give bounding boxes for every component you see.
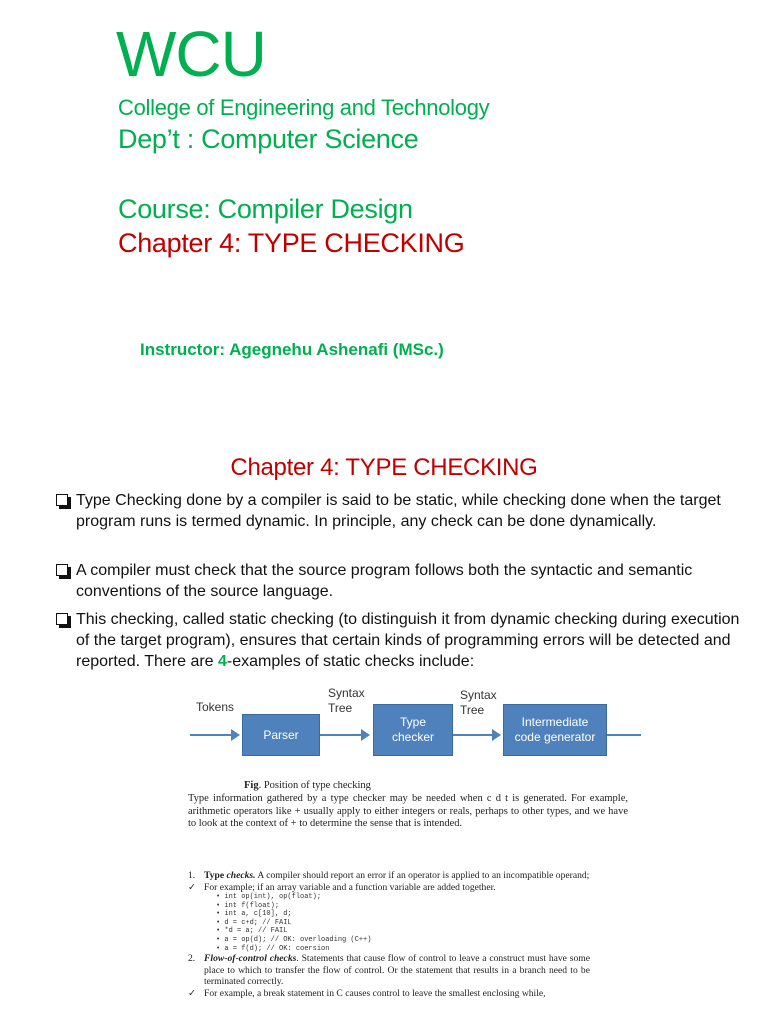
bullet-item [56, 490, 756, 532]
code-line: • *d = a; // FAIL [216, 927, 590, 936]
chapter-title: Chapter 4: TYPE CHECKING [118, 228, 465, 258]
item-number: 2. [188, 953, 196, 965]
figure-paragraph: Type information gathered by a type checker may be needed when c d t is generated. For example, arithmetic operators like + usually apply to either integers or reals, perhaps to other types, and we have to look at the context of + to determine the sense that is intended. [188, 793, 628, 829]
checkbox-bullet-icon [56, 564, 68, 576]
item-number: 1. [188, 870, 196, 881]
arrow-icon [453, 734, 499, 736]
example-item [188, 988, 590, 1000]
bullet-text [56, 609, 756, 672]
list-item [188, 870, 590, 882]
department-name: Dep’t : Computer Science [118, 124, 419, 154]
syntax-tree-label: Syntax Tree [460, 688, 497, 717]
example-text: For example; if an array variable and a function variable are added together. [204, 881, 496, 893]
item-title-italic: checks. [226, 870, 256, 881]
item-title: Flow-of-control checks [204, 953, 297, 965]
tokens-label: Tokens [196, 700, 235, 714]
example-count: 4 [218, 653, 227, 670]
college-name: College of Engineering and Technology [118, 95, 490, 120]
code-line: • int op(int), op(float); [216, 893, 590, 902]
type-checker-box: Type checker [373, 704, 453, 756]
slide-title: Chapter 4: TYPE CHECKING [230, 454, 538, 481]
bullet-item [56, 560, 756, 602]
code-line: • d = c+d; // FAIL [216, 919, 590, 928]
parser-box: Parser [242, 714, 320, 756]
arrow-icon [320, 734, 368, 736]
university-logo-text: WCU [116, 18, 266, 90]
output-line [607, 734, 641, 736]
bullet-text: A compiler must check that the source program follows both the syntactic and semantic conventions of the source language. [76, 562, 693, 600]
instructor-name: Instructor: Agegnehu Ashenafi (MSc.) [140, 340, 444, 359]
syntax-tree-label: Syntax Tree [328, 686, 365, 715]
code-line: • a = f(d); // OK: coersion [216, 945, 590, 954]
bullet-item [56, 609, 756, 672]
check-mark-icon: ✓ [188, 987, 197, 999]
arrow-icon [190, 734, 238, 736]
checkbox-bullet-icon [56, 494, 68, 506]
list-item [188, 953, 590, 988]
item-title: Type [204, 870, 225, 881]
check-mark-icon: ✓ [188, 881, 197, 893]
intermediate-code-generator-box: Intermediate code generator [503, 704, 607, 756]
code-sample [188, 893, 590, 953]
type-checking-diagram [186, 678, 646, 788]
caption-prefix: Fig [244, 780, 259, 791]
item-text: A compiler should report an error if an operator is applied to an incompatible operand; [255, 870, 590, 881]
bullet-text-part: This checking, called static checking (to distinguish it from dynamic checking during execution of the target program), ensures that certain kinds of programming errors will be detected and reported. There are [76, 611, 740, 670]
title-slide [0, 0, 768, 432]
code-line: • int f(float); [216, 902, 590, 911]
code-line: • int a, c[10], d; [216, 910, 590, 919]
example-text: For example, a break statement in C causes control to leave the smallest enclosing while, [204, 987, 546, 999]
static-checks-list [188, 870, 590, 999]
caption-text: . Position of type checking [258, 780, 371, 791]
course-title: Course: Compiler Design [118, 194, 413, 224]
bullet-text-part: -examples of static checks include: [226, 653, 475, 670]
figure-caption [244, 780, 371, 792]
example-item [188, 882, 590, 894]
code-line: • a = op(d); // OK: overloading (C++) [216, 936, 590, 945]
checkbox-bullet-icon [56, 613, 68, 625]
item-text: . Statements that cause flow of control to leave a construct must have some place to which to transfer the flow of control. Or the statement that results in a branch need to be terminated correctly. [204, 953, 591, 988]
bullet-text: Type Checking done by a compiler is said to be static, while checking done when the target program runs is termed dynamic. In principle, any check can be done dynamically. [76, 492, 721, 530]
